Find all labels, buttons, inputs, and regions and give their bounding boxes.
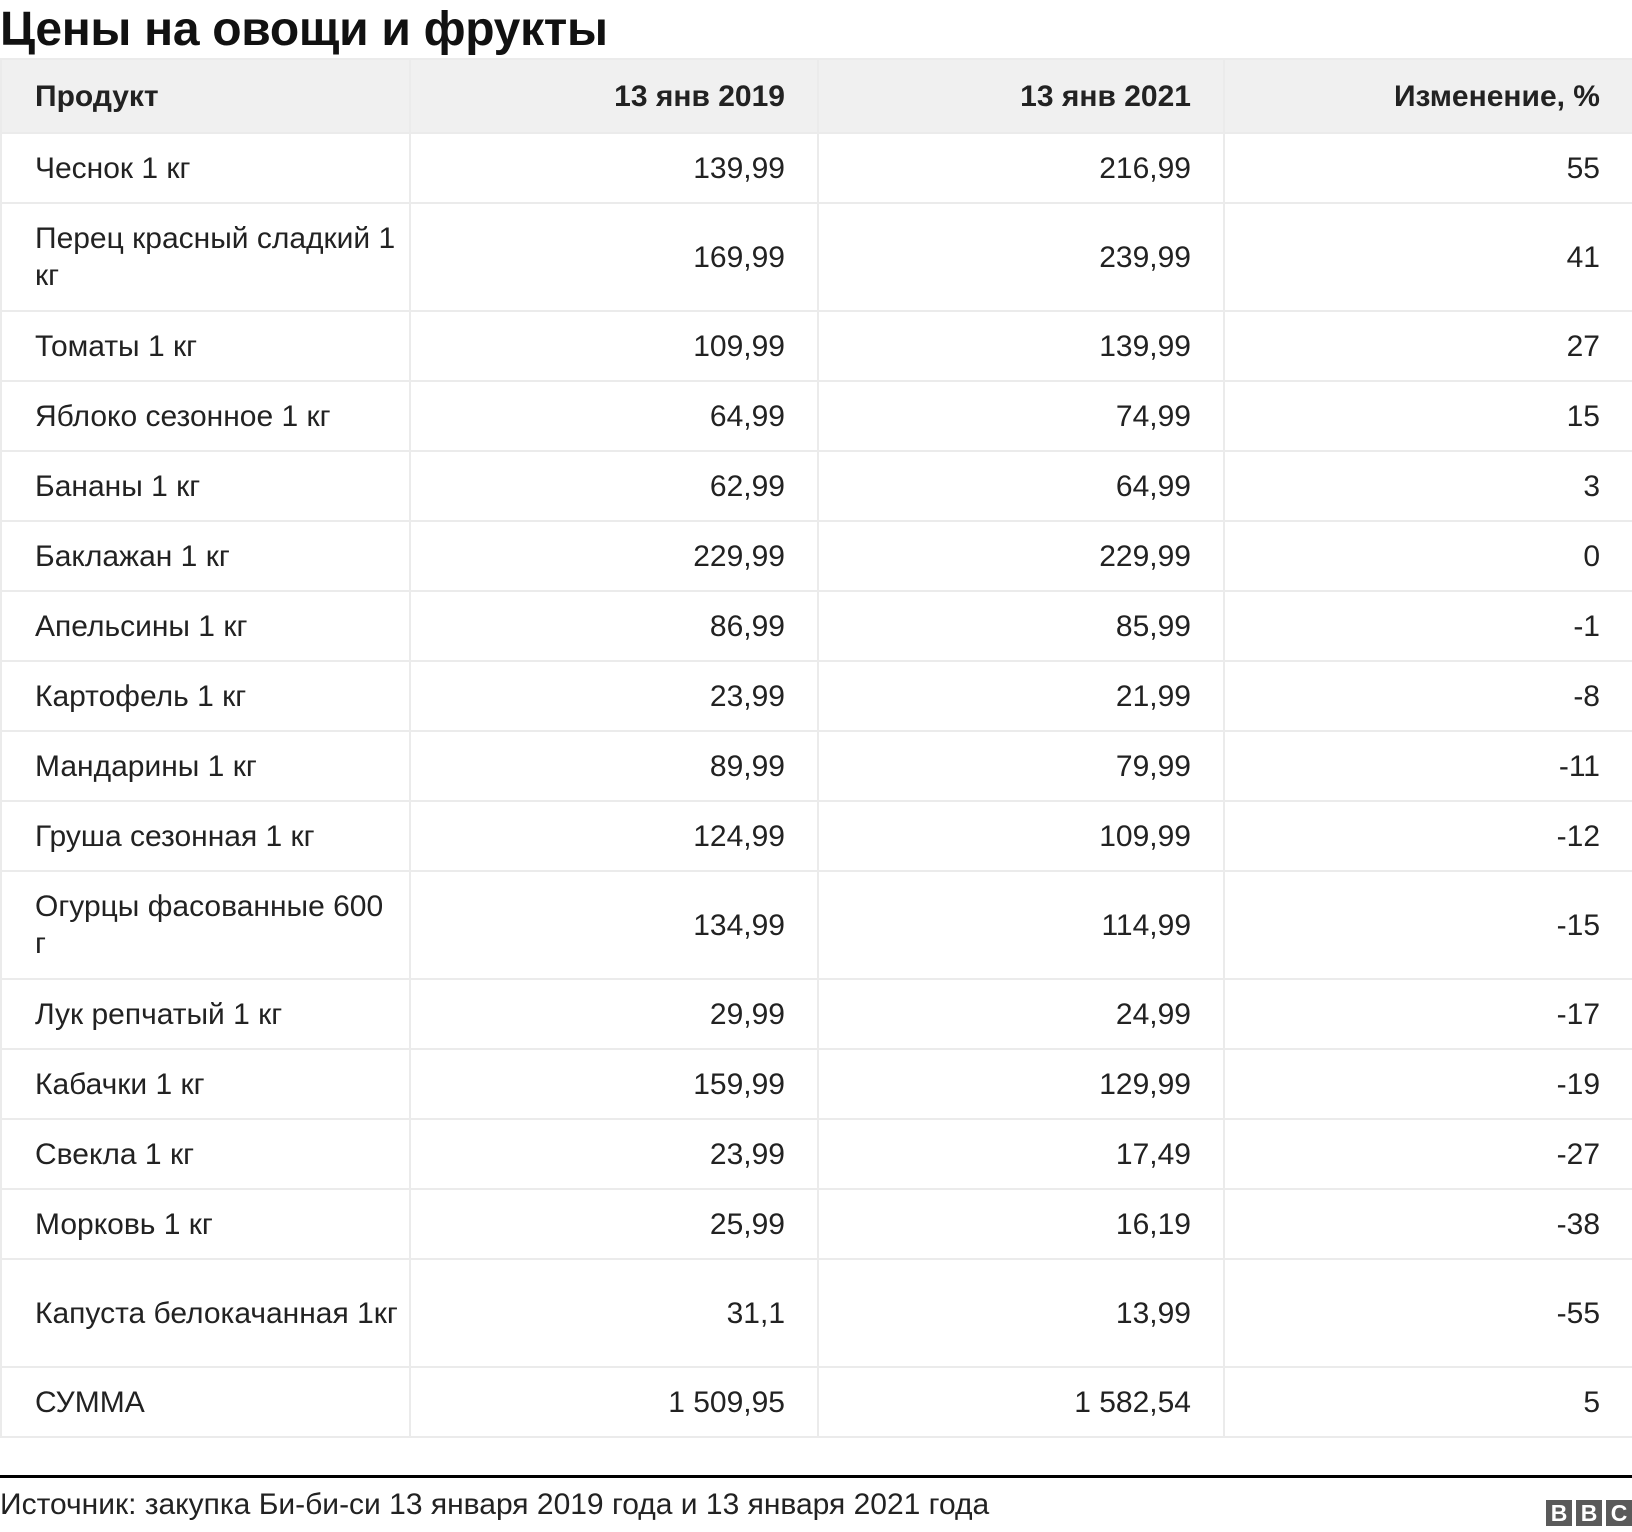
price-2021: 114,99 — [818, 871, 1224, 979]
price-2019: 86,99 — [410, 591, 818, 661]
product-name: Морковь 1 кг — [1, 1189, 410, 1259]
price-2021: 129,99 — [818, 1049, 1224, 1119]
table-row — [1, 979, 1632, 1049]
source-note: Источник: закупка Би-би-си 13 января 2019 года и 13 января 2021 года — [0, 1488, 990, 1521]
table-total-row — [1, 1367, 1632, 1437]
table-row — [1, 801, 1632, 871]
price-2021: 17,49 — [818, 1119, 1224, 1189]
change-percent: -27 — [1224, 1119, 1632, 1189]
price-2019: 109,99 — [410, 311, 818, 381]
product-name: Капуста белокачанная 1кг — [1, 1259, 410, 1367]
price-2021: 216,99 — [818, 133, 1224, 203]
price-2019: 29,99 — [410, 979, 818, 1049]
price-2019: 124,99 — [410, 801, 818, 871]
change-percent: -12 — [1224, 801, 1632, 871]
price-2019: 169,99 — [410, 203, 818, 311]
price-2021: 85,99 — [818, 591, 1224, 661]
product-name: Картофель 1 кг — [1, 661, 410, 731]
bbc-logo-icon — [1546, 1500, 1632, 1526]
change-percent: 41 — [1224, 203, 1632, 311]
price-2021: 16,19 — [818, 1189, 1224, 1259]
table-row — [1, 1189, 1632, 1259]
change-percent: -38 — [1224, 1189, 1632, 1259]
product-name: Огурцы фасованные 600 г — [1, 871, 410, 979]
table-row — [1, 591, 1632, 661]
price-2019: 139,99 — [410, 133, 818, 203]
product-name: Томаты 1 кг — [1, 311, 410, 381]
change-percent: 15 — [1224, 381, 1632, 451]
price-2019: 229,99 — [410, 521, 818, 591]
logo-letter: C — [1606, 1500, 1632, 1526]
total-price-2019: 1 509,95 — [410, 1367, 818, 1437]
table-row — [1, 451, 1632, 521]
price-2021: 139,99 — [818, 311, 1224, 381]
table-row — [1, 203, 1632, 311]
table-row — [1, 1049, 1632, 1119]
change-percent: -1 — [1224, 591, 1632, 661]
product-name: Баклажан 1 кг — [1, 521, 410, 591]
header-price-2019: 13 янв 2019 — [410, 59, 818, 133]
product-name: Груша сезонная 1 кг — [1, 801, 410, 871]
change-percent: -17 — [1224, 979, 1632, 1049]
table-row — [1, 871, 1632, 979]
price-table — [0, 58, 1632, 1438]
product-name: Лук репчатый 1 кг — [1, 979, 410, 1049]
product-name: Яблоко сезонное 1 кг — [1, 381, 410, 451]
table-row — [1, 1119, 1632, 1189]
change-percent: -11 — [1224, 731, 1632, 801]
table-row — [1, 381, 1632, 451]
price-2019: 64,99 — [410, 381, 818, 451]
change-percent: 3 — [1224, 451, 1632, 521]
chart-title: Цены на овощи и фрукты — [0, 3, 608, 56]
price-2021: 109,99 — [818, 801, 1224, 871]
total-price-2021: 1 582,54 — [818, 1367, 1224, 1437]
price-2019: 23,99 — [410, 1119, 818, 1189]
source-divider — [0, 1475, 1632, 1478]
product-name: Бананы 1 кг — [1, 451, 410, 521]
price-2021: 229,99 — [818, 521, 1224, 591]
product-name: Мандарины 1 кг — [1, 731, 410, 801]
price-2019: 23,99 — [410, 661, 818, 731]
table-row — [1, 133, 1632, 203]
product-name: Кабачки 1 кг — [1, 1049, 410, 1119]
product-name: Апельсины 1 кг — [1, 591, 410, 661]
change-percent: -55 — [1224, 1259, 1632, 1367]
product-name: Свекла 1 кг — [1, 1119, 410, 1189]
change-percent: -8 — [1224, 661, 1632, 731]
logo-letter: B — [1546, 1500, 1572, 1526]
price-2021: 74,99 — [818, 381, 1224, 451]
price-2021: 24,99 — [818, 979, 1224, 1049]
change-percent: -19 — [1224, 1049, 1632, 1119]
price-2019: 62,99 — [410, 451, 818, 521]
total-label: СУММА — [1, 1367, 410, 1437]
price-2019: 25,99 — [410, 1189, 818, 1259]
header-price-2021: 13 янв 2021 — [818, 59, 1224, 133]
price-2019: 134,99 — [410, 871, 818, 979]
change-percent: 55 — [1224, 133, 1632, 203]
price-2021: 21,99 — [818, 661, 1224, 731]
total-change-percent: 5 — [1224, 1367, 1632, 1437]
change-percent: -15 — [1224, 871, 1632, 979]
header-change: Изменение, % — [1224, 59, 1632, 133]
price-2021: 13,99 — [818, 1259, 1224, 1367]
price-2021: 239,99 — [818, 203, 1224, 311]
price-2019: 159,99 — [410, 1049, 818, 1119]
table-header-row — [1, 59, 1632, 133]
table-row — [1, 311, 1632, 381]
table-row — [1, 521, 1632, 591]
table-row — [1, 661, 1632, 731]
logo-letter: B — [1576, 1500, 1602, 1526]
product-name: Перец красный сладкий 1 кг — [1, 203, 410, 311]
price-2019: 89,99 — [410, 731, 818, 801]
product-name: Чеснок 1 кг — [1, 133, 410, 203]
change-percent: 27 — [1224, 311, 1632, 381]
change-percent: 0 — [1224, 521, 1632, 591]
header-product: Продукт — [1, 59, 410, 133]
table-row — [1, 731, 1632, 801]
price-2019: 31,1 — [410, 1259, 818, 1367]
price-2021: 64,99 — [818, 451, 1224, 521]
table-row — [1, 1259, 1632, 1367]
price-2021: 79,99 — [818, 731, 1224, 801]
